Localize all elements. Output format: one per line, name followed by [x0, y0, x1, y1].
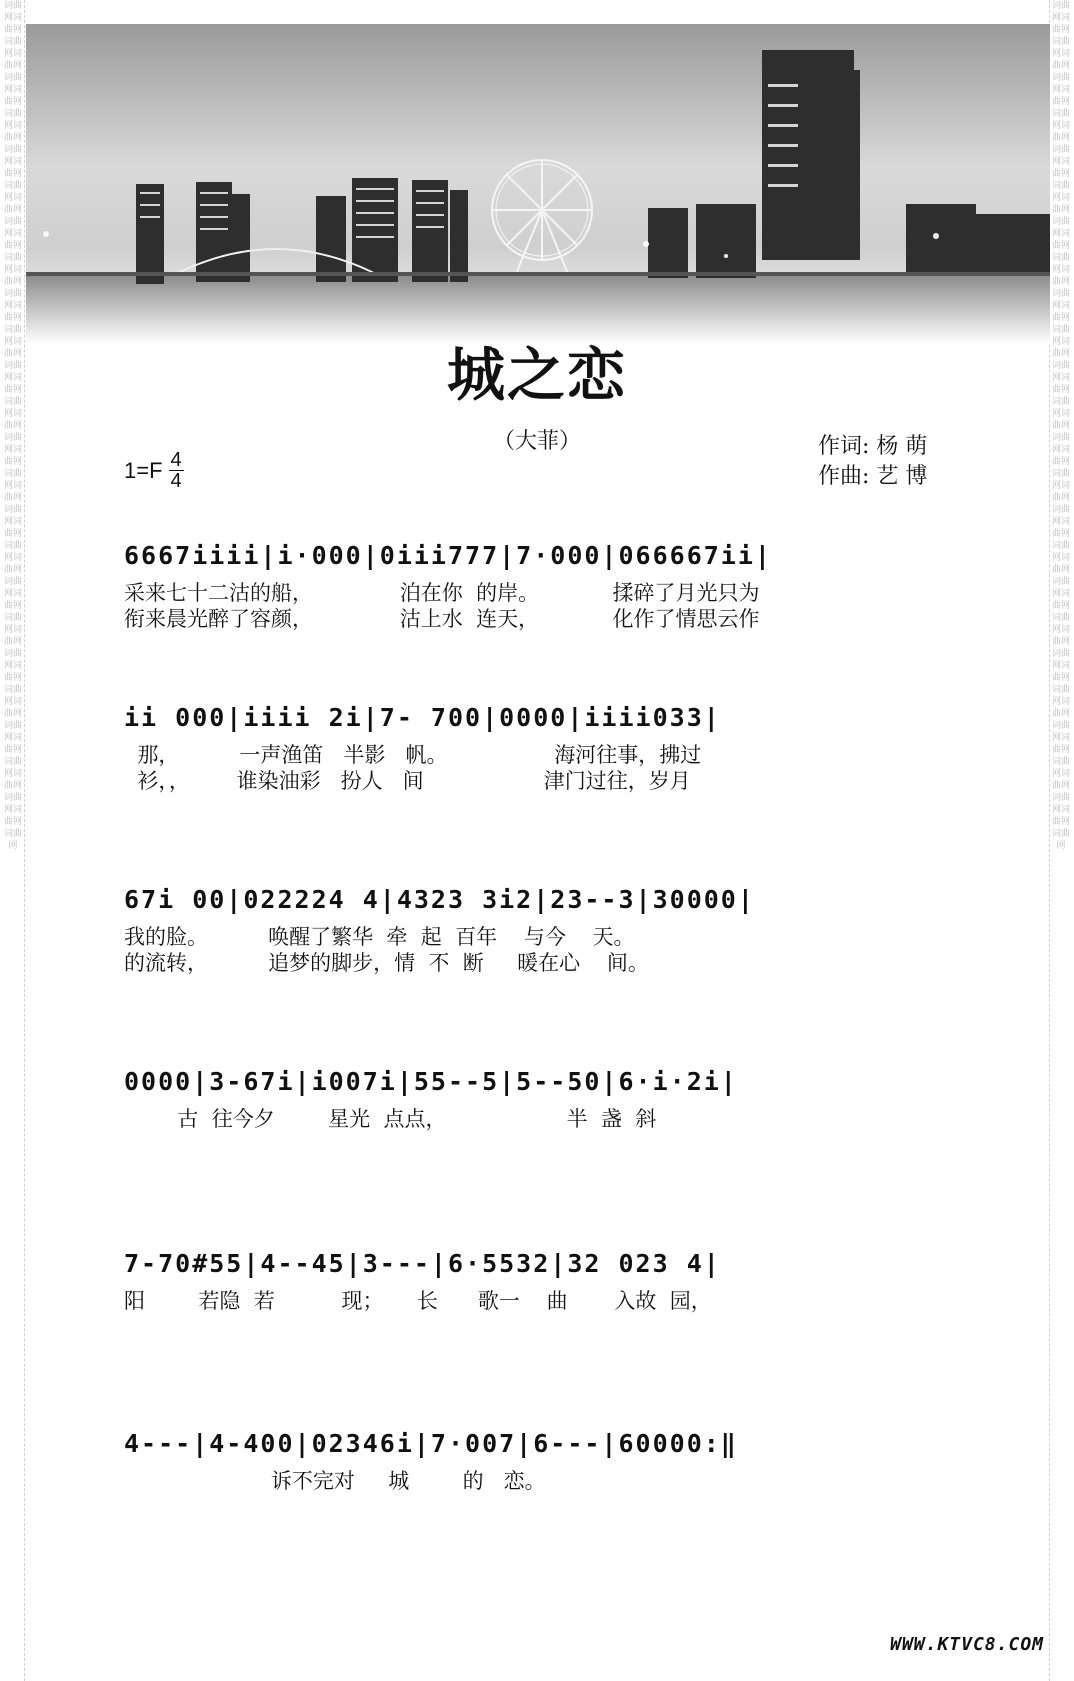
- score-row-3: [124, 880, 956, 976]
- lyric-line-verse-2: 衔来晨光醉了容颜， 沽上水 连天， 化作了情思云作: [124, 607, 760, 631]
- lyric-line: 阳 若隐 若 现； 长 歌一 曲 入故 园，: [124, 1289, 712, 1313]
- score-row-4: [124, 1062, 956, 1132]
- lyrics-block: [124, 1288, 956, 1314]
- notation-line: 7-70#55|4--45|3---|6·5532|32 023 4|: [124, 1249, 721, 1278]
- key-label: 1=F: [124, 457, 163, 483]
- site-url: WWW.KTVC8.COM: [890, 1634, 1044, 1655]
- lyric-line-verse-1: 我的脸。 唤醒了繁华 牵 起 百年 与今 天。: [124, 925, 635, 949]
- lyric-line-verse-1: 那， 一声渔笛 半影 帆。 海河往事，拂过: [124, 743, 702, 767]
- score-row-2: [124, 698, 956, 794]
- notation-line: 4---|4-400|02346i|7·007|6---|60000:‖: [124, 1429, 738, 1458]
- lyric-line-verse-1: 采来七十二沽的船， 泊在你 的岸。 揉碎了月光只为: [124, 581, 760, 605]
- time-signature: [169, 450, 184, 491]
- song-title: 城之恋: [446, 341, 627, 409]
- lyric-line-verse-2: 衫，， 谁染油彩 扮人 间 津门过往，岁月: [124, 769, 691, 793]
- lyric-line-verse-2: 的流转， 追梦的脚步，情 不 断 暖在心 间。: [124, 951, 649, 975]
- notation-line: ii 000|iiii 2i|7- 700|0000|iiii033|: [124, 703, 721, 732]
- lyrics-block: [124, 1468, 956, 1494]
- city-skyline-banner: [26, 24, 1050, 344]
- composer-credit: 作曲: 艺 博: [818, 464, 928, 489]
- notation-line: 67i 00|022224 4|4323 3i2|23--3|30000|: [124, 885, 755, 914]
- watermark-strip-left: 词曲网词曲网词曲网词曲网词曲网词曲网词曲网词曲网词曲网词曲网词曲网词曲网词曲网词曲网词曲网词曲网词曲网词曲网词曲网词曲网词曲网词曲网词曲网词曲网词曲网词曲网词曲网词曲网词曲网词曲网词曲网词曲网词曲网词曲网词曲网词曲网词曲网词曲网词曲网词曲网词曲网词曲网词曲网词曲网词曲网词曲网词曲网: [2, 0, 25, 1681]
- lyricist-credit: 作词: 杨 萌: [818, 434, 928, 459]
- singer-name: （大菲）: [492, 429, 581, 454]
- time-numerator: 4: [170, 449, 182, 471]
- score-row-5: [124, 1244, 956, 1314]
- notation-line: 0000|3-67i|i007i|55--5|5--50|6·i·2i|: [124, 1067, 738, 1096]
- credits: [818, 432, 927, 492]
- lyrics-block: [124, 742, 956, 794]
- lyric-line: 古 往今夕 星光 点点， 半 盏 斜: [124, 1107, 657, 1131]
- lyrics-block: [124, 580, 956, 632]
- key-signature: [124, 450, 184, 491]
- score-row-1: [124, 536, 956, 632]
- time-denominator: 4: [170, 470, 182, 492]
- watermark-strip-right: 词曲网词曲网词曲网词曲网词曲网词曲网词曲网词曲网词曲网词曲网词曲网词曲网词曲网词曲网词曲网词曲网词曲网词曲网词曲网词曲网词曲网词曲网词曲网词曲网词曲网词曲网词曲网词曲网词曲网词曲网词曲网词曲网词曲网词曲网词曲网词曲网词曲网词曲网词曲网词曲网词曲网词曲网词曲网词曲网词曲网词曲网词曲网: [1049, 0, 1072, 1681]
- score-row-6: [124, 1424, 956, 1494]
- notation-line: 6667iiii|i·000|0iii777|7·000|066667ii|: [124, 541, 772, 570]
- lyrics-block: [124, 924, 956, 976]
- lyric-line: 诉不完对 城 的 恋。: [124, 1469, 546, 1493]
- lyrics-block: [124, 1106, 956, 1132]
